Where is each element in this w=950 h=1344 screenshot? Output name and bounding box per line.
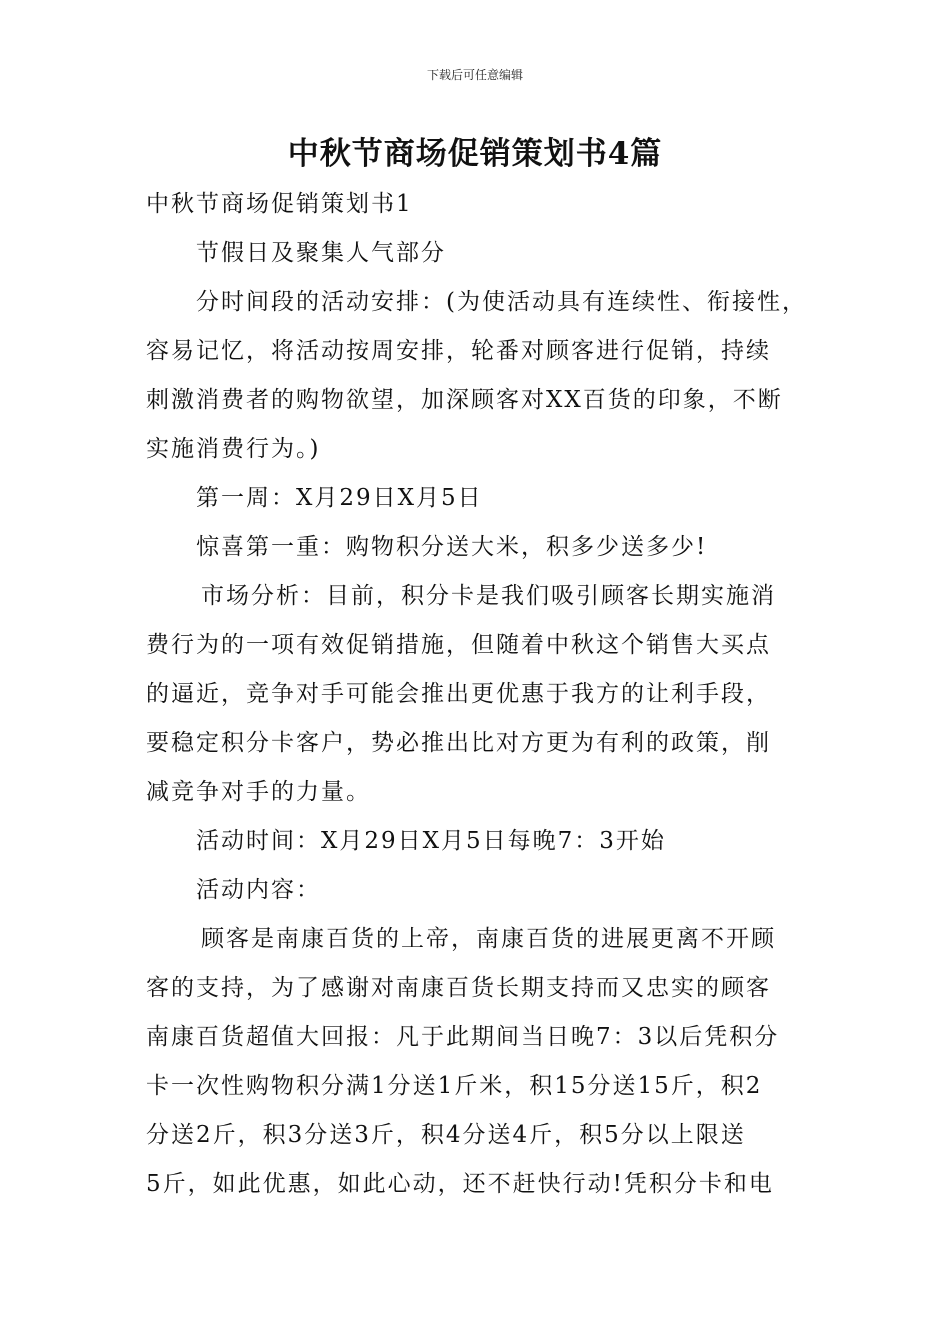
paragraph-line: 的逼近，竞争对手可能会推出更优惠于我方的让利手段， <box>146 681 771 707</box>
paragraph-line: 活动内容： <box>196 877 321 903</box>
paragraph-line: 要稳定积分卡客户，势必推出比对方更为有利的政策，削 <box>146 730 771 756</box>
paragraph-line: 活动时间：X月29日X月5日每晚7：3开始 <box>196 828 666 854</box>
paragraph-line: 节假日及聚集人气部分 <box>196 240 446 266</box>
paragraph-line: 5斤，如此优惠，如此心动，还不赶快行动!凭积分卡和电 <box>146 1171 774 1197</box>
paragraph-line: 减竞争对手的力量。 <box>146 779 371 805</box>
paragraph-line: 顾客是南康百货的上帝，南康百货的进展更离不开顾 <box>201 926 776 952</box>
paragraph-line: 分送2斤，积3分送3斤，积4分送4斤，积5分以上限送 <box>146 1122 746 1148</box>
paragraph-line: 费行为的一项有效促销措施，但随着中秋这个销售大买点 <box>146 632 771 658</box>
paragraph-line: 南康百货超值大回报：凡于此期间当日晚7：3以后凭积分 <box>146 1024 780 1050</box>
paragraph-line: 卡一次性购物积分满1分送1斤米，积15分送15斤，积2 <box>146 1073 763 1099</box>
section-heading: 中秋节商场促销策划书1 <box>146 191 413 217</box>
paragraph-line: 第一周：X月29日X月5日 <box>196 485 483 511</box>
header-note: 下载后可任意编辑 <box>426 68 523 82</box>
document-title: 中秋节商场促销策划书4篇 <box>287 136 663 172</box>
paragraph-line: 容易记忆，将活动按周安排，轮番对顾客进行促销，持续 <box>146 338 771 364</box>
paragraph-line: 惊喜第一重：购物积分送大米，积多少送多少! <box>196 534 708 560</box>
paragraph-line: 客的支持，为了感谢对南康百货长期支持而又忠实的顾客 <box>146 975 771 1001</box>
paragraph-line: 刺激消费者的购物欲望，加深顾客对XX百货的印象，不断 <box>146 387 783 413</box>
paragraph-line: 市场分析：目前，积分卡是我们吸引顾客长期实施消 <box>201 583 776 609</box>
document-body <box>146 180 816 1209</box>
paragraph-line: 分时间段的活动安排：(为使活动具有连续性、衔接性， <box>196 289 807 315</box>
paragraph-line: 实施消费行为。) <box>146 436 321 462</box>
